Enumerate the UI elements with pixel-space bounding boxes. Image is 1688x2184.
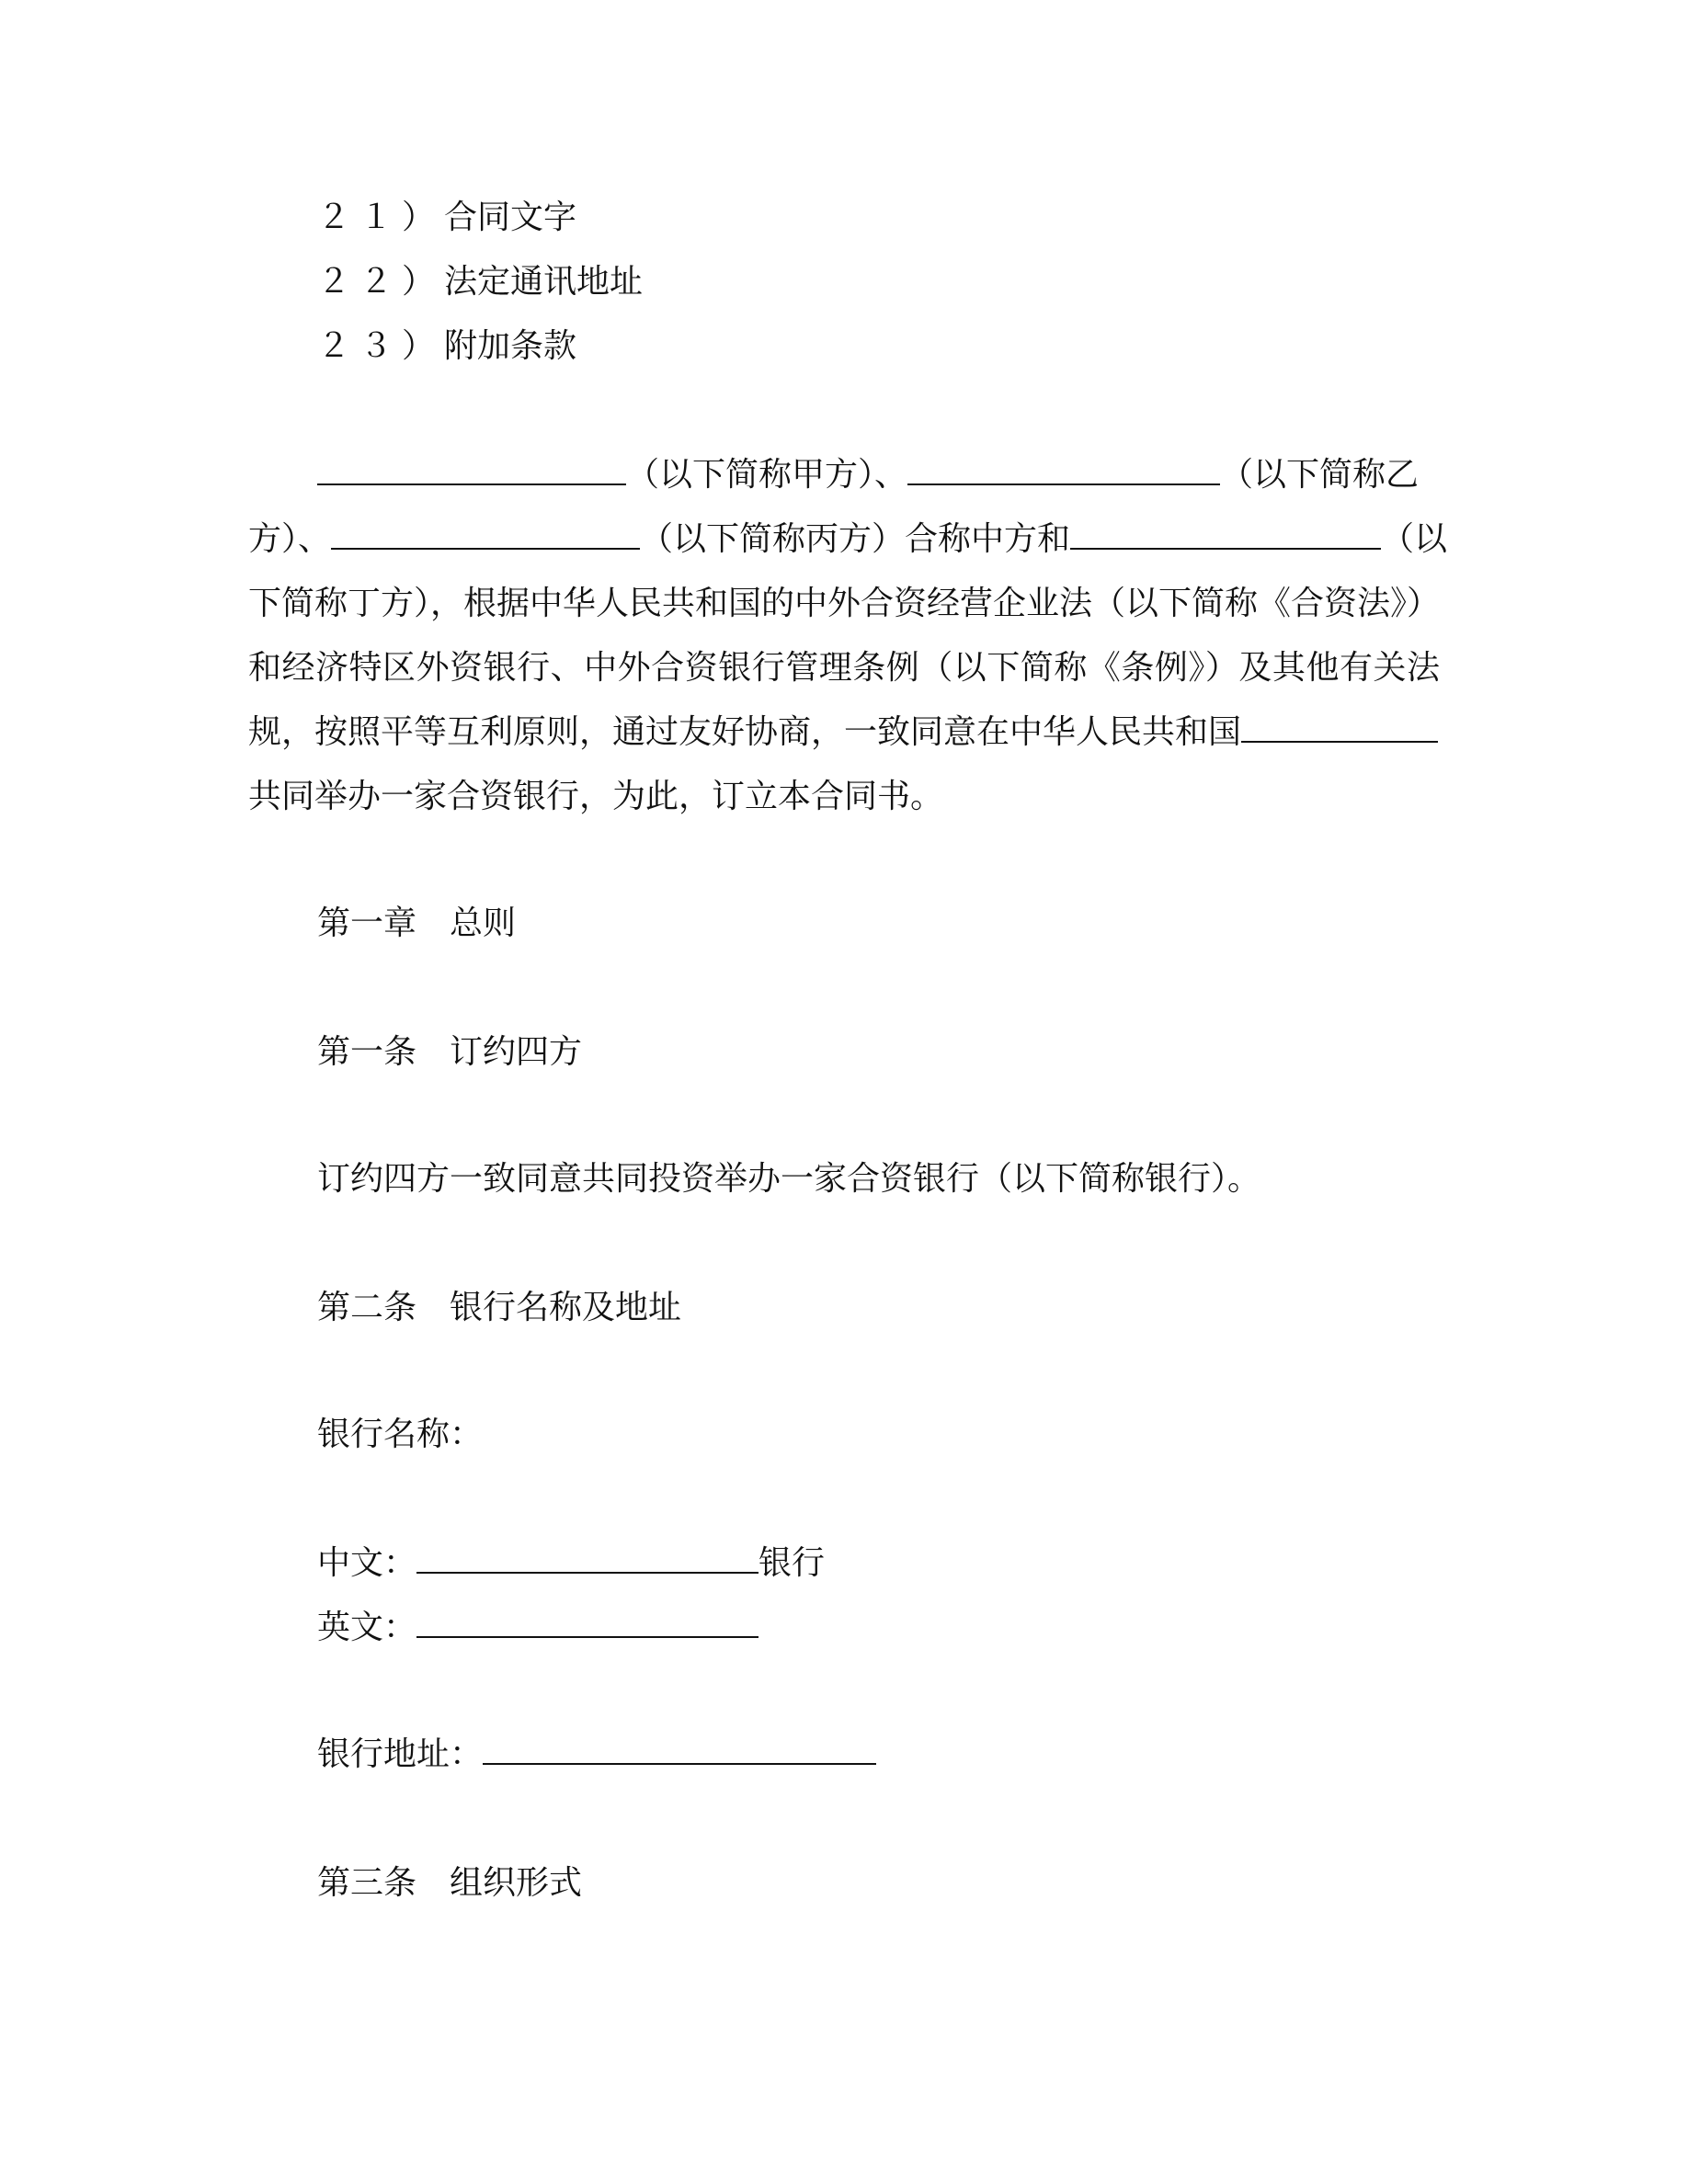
article-3-heading (317, 1860, 582, 1906)
bank-address-line (317, 1732, 876, 1778)
party-c-blank (331, 517, 640, 550)
party-b-blank (907, 452, 1220, 485)
article-1-label: 第一条 (317, 1033, 417, 1071)
article-1-body: 订约四方一致同意共同投资举办一家合资银行（以下简称银行）。 (317, 1160, 1261, 1198)
preamble-party-a-text: （以下简称甲方）、 (626, 456, 908, 494)
bank-address-label: 银行地址： (317, 1735, 484, 1773)
article-2-heading (317, 1285, 681, 1331)
party-d-blank (1070, 517, 1381, 550)
location-blank (1241, 710, 1438, 743)
chinese-name-blank (416, 1541, 758, 1574)
preamble-line-1 (317, 452, 1440, 498)
chapter-1-heading (317, 901, 516, 947)
chinese-name-suffix: 银行 (758, 1544, 826, 1582)
preamble-line-6: 共同举办一家合资银行，为此，订立本合同书。 (248, 778, 944, 815)
toc-item-title: 合同文字 (444, 199, 577, 236)
bank-address-blank (483, 1732, 876, 1765)
toc-item-number: ２２） (317, 263, 445, 301)
chinese-name-line (317, 1541, 825, 1587)
toc-item-title: 法定通讯地址 (444, 263, 644, 301)
toc-item-number: ２１） (317, 199, 445, 236)
party-a-blank (317, 452, 626, 485)
article-1-title: 订约四方 (450, 1033, 583, 1071)
preamble-line-2 (248, 517, 1448, 563)
article-3-label: 第三条 (317, 1864, 417, 1902)
toc-item (317, 195, 576, 241)
toc-item (317, 324, 576, 370)
english-name-blank (416, 1605, 758, 1638)
chapter-1-title: 总则 (450, 904, 517, 942)
english-name-label: 英文： (317, 1609, 417, 1646)
preamble-line2-start: 方）、 (248, 520, 332, 558)
preamble-line-4: 和经济特区外资银行、中外合资银行管理条例（以下简称《条例》）及其他有关法 (248, 649, 1440, 687)
english-name-line (317, 1605, 758, 1651)
chinese-name-label: 中文： (317, 1544, 417, 1582)
bank-name-label: 银行名称： (317, 1416, 484, 1453)
preamble-line5-text: 规，按照平等互利原则，通过友好协商，一致同意在中华人民共和国 (248, 713, 1242, 751)
article-2-label: 第二条 (317, 1289, 417, 1326)
article-3-title: 组织形式 (450, 1864, 583, 1902)
preamble-party-b-text: （以下简称乙 (1220, 456, 1420, 494)
article-1-heading (317, 1029, 582, 1075)
preamble-line-5 (248, 710, 1440, 756)
chapter-1-label: 第一章 (317, 904, 417, 942)
toc-item-title: 附加条款 (444, 327, 577, 365)
toc-item (317, 259, 643, 305)
article-2-title: 银行名称及地址 (450, 1289, 682, 1326)
preamble-line2-end: （以 (1381, 520, 1448, 558)
preamble-line-3: 下简称丁方），根据中华人民共和国的中外合资经营企业法（以下简称《合资法》） (248, 585, 1441, 622)
toc-item-number: ２３） (317, 327, 445, 365)
preamble-party-c-text: （以下简称丙方）合称中方和 (640, 520, 1071, 558)
